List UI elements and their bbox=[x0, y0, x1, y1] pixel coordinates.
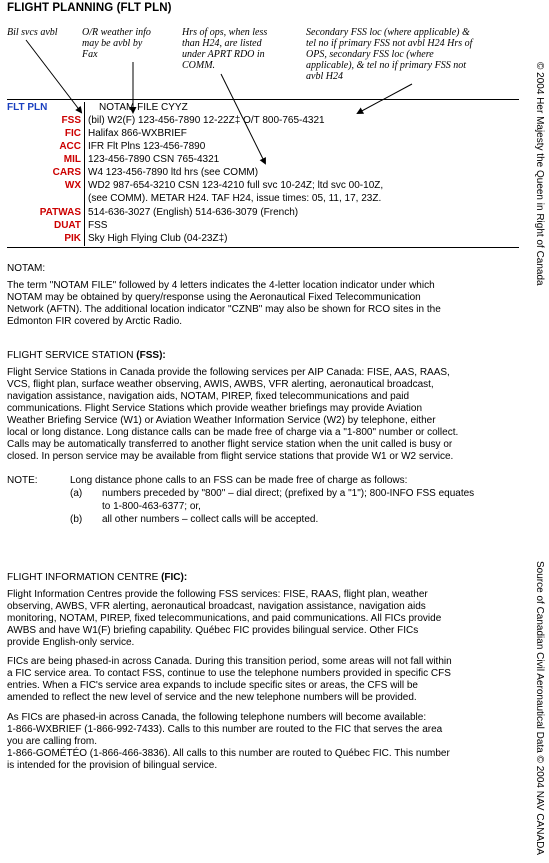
entry-value: 514-636-3027 (English) 514-636-3079 (French) bbox=[88, 207, 299, 218]
fic-heading: FLIGHT INFORMATION CENTRE (FIC): bbox=[7, 572, 188, 583]
entry-value: IFR Flt Plns 123-456-7890 bbox=[88, 141, 206, 152]
entry-value: (bil) W2(F) 123-456-7890 12-22Z‡ O/T 800-765-4321 bbox=[88, 115, 325, 126]
entry-label: FLT PLN bbox=[7, 102, 48, 113]
entry-label: ACC bbox=[59, 141, 81, 152]
note-label: NOTE: bbox=[7, 475, 38, 486]
note-intro: Long distance phone calls to an FSS can be made free of charge as follows: bbox=[70, 475, 408, 486]
entry-value: 123-456-7890 CSN 765-4321 bbox=[88, 154, 220, 165]
entry-row-wx-cont bbox=[7, 192, 519, 205]
fss-paragraph: Flight Service Stations in Canada provide the following services per AIP Canada: FISE, AAS, RAAS, VCS, flight plan, surface weather observing, AWIS, AWBS, VFR alerting, aeronautical broadcast, navigation assistance, navigation aids, NOTAM, PIREP, fixed telecommunications and paid communications. Flight Service Stations which provide weather briefings may provide Aviation Weather Briefing Service (W1) or Aviation Weather Information Service (W2) by telephone, either local or long distance. Long distance calls can be made free of charge via a "1-800" number or collect. Calls may be automatically transferred to another flight service station when the unit called is busy or closed. In person service may be available from flight service stations that provide W1 or W2 service. bbox=[7, 367, 459, 462]
annotation-bil: Bil svcs avbl bbox=[7, 27, 58, 38]
entry-row-cars bbox=[7, 166, 519, 179]
entry-row-pik bbox=[7, 232, 519, 245]
entry-label: DUAT bbox=[53, 220, 81, 231]
entry-label: FIC bbox=[64, 128, 81, 139]
fic-paragraph-3: As FICs are phased-in across Canada, the following telephone numbers will become available: 1-866-WXBRIEF (1-866-992-7433). Calls to this number are routed to the FIC that serves the area you are calling from. 1-866-GOMÉTÉO (1-866-466-3836). All calls to this number are routed to Québec FIC. This number is intended for the provision of bilingual service. bbox=[7, 712, 450, 771]
entry-value: Sky High Flying Club (04-23Z‡) bbox=[88, 233, 228, 244]
entry-row-wx bbox=[7, 179, 519, 192]
entry-value: W4 123-456-7890 ltd hrs (see COMM) bbox=[88, 167, 259, 178]
entry-value: WD2 987-654-3210 CSN 123-4210 full svc 10-24Z; ltd svc 00-10Z, bbox=[88, 180, 384, 191]
entry-label: PATWAS bbox=[39, 207, 81, 218]
entry-row-flt-pln bbox=[7, 101, 519, 114]
divider-bottom bbox=[7, 247, 519, 248]
annotation-hours: Hrs of ops, when less than H24, are listed under APRT RDO in COMM. bbox=[182, 27, 268, 71]
entry-label: WX bbox=[64, 180, 81, 191]
entry-value: NOTAM FILE CYYZ bbox=[99, 102, 188, 113]
entry-value: (see COMM). METAR H24. TAF H24, issue times: 05, 11, 17, 23Z. bbox=[88, 193, 382, 204]
annotation-weather: O/R weather info may be avbl by Fax bbox=[82, 27, 151, 60]
entry-row-patwas bbox=[7, 206, 519, 219]
fic-paragraph-1: Flight Information Centres provide the following FSS services: FISE, RAAS, flight plan, weather observing, AWBS, VFR alerting, aeronautical broadcast, navigation assistance, navigation aids monitoring, NOTAM, PIREP, fixed telecommunications, and paid communications. All FICs provide AWBS and have W1(F) briefing capability. Québec FIC provides bilingual service. Other FICs provide English-only service. bbox=[7, 589, 442, 648]
notam-paragraph: The term "NOTAM FILE" followed by 4 letters indicates the 4-letter location indicator under which NOTAM may be obtained by query/response using the Aeronautical Fixed Telecommunication Network (AFTN). The additional location indicator "CZNB" may also be shown for RCO sites in the Edmonton FIR covered by Arctic Radio. bbox=[7, 280, 441, 327]
fic-paragraph-2: FICs are being phased-in across Canada. During this transition period, some areas will not fall within a FIC service area. To contact FSS, continue to use the telephone numbers provided in specific CFS entries. When a FIC's service area expands to include specific sites or areas, the CFS will be amended to reflect the new level of service and the new telephone numbers will be provided. bbox=[7, 656, 452, 703]
annotation-secondary: Secondary FSS loc (where applicable) & tel no if primary FSS not avbl H24 Hrs of OPS, secondary FSS loc (where applicable), & tel no if primary FSS not avbl H24 bbox=[306, 27, 473, 82]
page-title: FLIGHT PLANNING (FLT PLN) bbox=[7, 2, 172, 14]
entry-row-fic bbox=[7, 127, 519, 140]
entry-label: CARS bbox=[52, 167, 81, 178]
entry-row-duat bbox=[7, 219, 519, 232]
notam-heading: NOTAM: bbox=[7, 263, 46, 274]
side-source: Source of Canadian Civil Aeronautical Data © 2004 NAV CANADA bbox=[534, 561, 545, 855]
entry-value: Halifax 866-WXBRIEF bbox=[88, 128, 187, 139]
page: FLIGHT PLANNING (FLT PLN) Bil svcs avbl O/R weather info may be avbl by Fax Hrs of ops, when less than H24, are listed under APRT RDO in COMM. Secondary FSS loc (where applicable) & tel no if primary FSS not avbl H24 Hrs of OPS, secondary FSS loc (where applicable), & tel no if primary FSS not avbl H24 FLT PLN NOTAM FILE CYYZ FSS (bil) W2(F) 123-456-7890 12-22Z‡ O/T 800-765-4321 FIC Halifax 866-WXBRIEF ACC IFR Flt Plns 123-456-7890 MIL 123-456-7890 CSN 765-4321 CARS W4 123-456-7890 ltd hrs (see COMM) WX WD2 987-654-3210 CSN 123-4210 full svc 10-24Z; ltd svc 00-10Z, (see COMM). METAR H24. TAF H24, issue times: 05, 11, 17, 23Z. PATWAS 514-636-3027 (English) 514-636-3079 (French) DUAT FSS PIK Sky High Flying Club (04-23Z‡) NOTAM: The term "NOTAM FILE" followed by 4 letters indicates the 4-letter location indicator under which NOTAM may be obtained by query/response using the Aeronautical Fixed Telecommunication Network (AFTN). The additional location indicator "CZNB" may also be shown for RCO sites in the Edmonton FIR covered by Arctic Radio. FLIGHT SERVICE STATION (FSS): Flight Service Stations in Canada provide the following services per AIP Canada: FISE, AAS, RAAS, VCS, flight plan, surface weather observing, AWIS, AWBS, VFR alerting, aeronautical broadcast, navigation assistance, navigation aids, NOTAM, PIREP, fixed telecommunications and paid communications. Flight Service Stations which provide weather briefings may provide Aviation Weather Briefing Service (W1) or Aviation Weather Information Service (W2) by telephone, either local or long distance. Long distance calls can be made free of charge via a "1-800" number or collect. Calls may be automatically transferred to another flight service station when the unit called is busy or closed. In person service may be available from flight service stations that provide W1 or W2 service. NOTE: Long distance phone calls to an FSS can be made free of charge as follows: (a) numbers preceded by "800" – dial direct; (prefixed by a "1"); 800-INFO FSS equates to 1-800-463-6377; or, (b) all other numbers – collect calls will be accepted. FLIGHT INFORMATION CENTRE (FIC): Flight Information Centres provide the following FSS services: FISE, RAAS, flight plan, weather observing, AWBS, VFR alerting, aeronautical broadcast, navigation assistance, navigation aids monitoring, NOTAM, PIREP, fixed telecommunications, and paid communications. All FICs provide AWBS and have W1(F) briefing capability. Québec FIC provides bilingual service. Other FICs provide English-only service. FICs are being phased-in across Canada. During this transition period, some areas will not fall within a FIC service area. To contact FSS, continue to use the telephone numbers provided in specific CFS entries. When a FIC's service area expands to include specific sites or areas, the CFS will be amended to reflect the new level of service and the new telephone numbers will be provided. As FICs are phased-in across Canada, the following telephone numbers will become available: 1-866-WXBRIEF (1-866-992-7433). Calls to this number are routed to the FIC that serves the area you are calling from. 1-866-GOMÉTÉO (1-866-466-3836). All calls to this number are routed to Québec FIC. This number is intended for the provision of bilingual service. © 2004 Her Majesty the Queen in Right of Canada Source of Canadian Civil Aeronautical Data © 2004 NAV CANADA bbox=[0, 0, 549, 863]
entry-value: FSS bbox=[88, 220, 108, 231]
fss-heading: FLIGHT SERVICE STATION (FSS): bbox=[7, 350, 166, 361]
entry-row-acc bbox=[7, 140, 519, 153]
entry-label: PIK bbox=[64, 233, 81, 244]
entry-label: FSS bbox=[61, 115, 81, 126]
divider-top bbox=[7, 99, 519, 100]
side-copyright: © 2004 Her Majesty the Queen in Right of Canada bbox=[534, 62, 545, 286]
entry-row-mil bbox=[7, 153, 519, 166]
entry-label: MIL bbox=[63, 154, 81, 165]
entry-row-fss bbox=[7, 114, 519, 127]
